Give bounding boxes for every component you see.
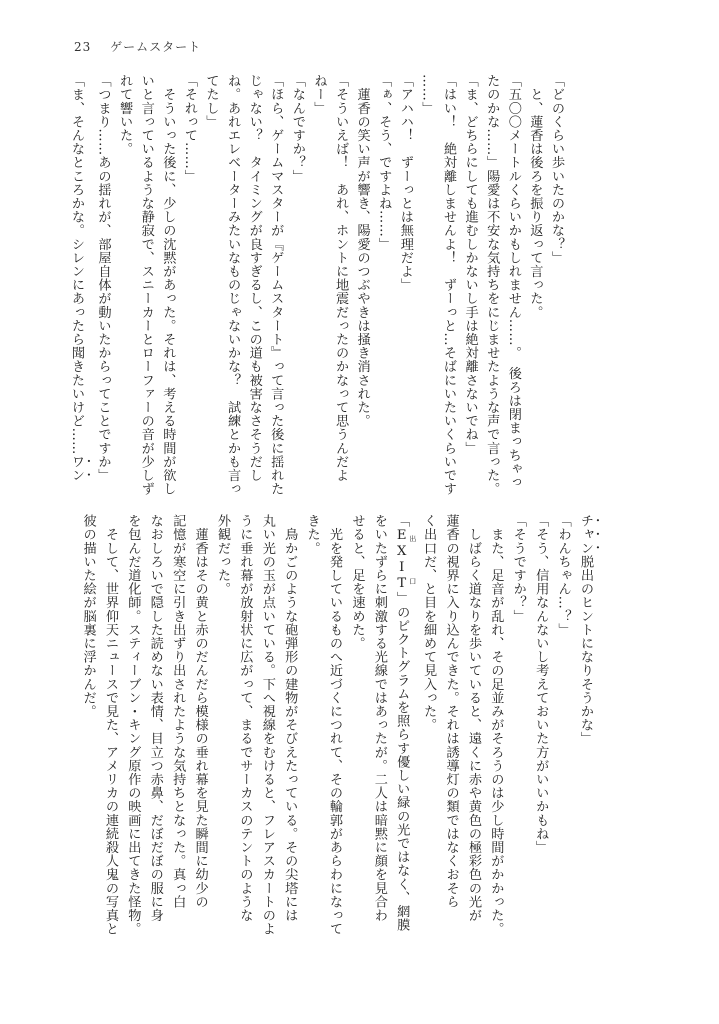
text-line: 蓮香の笑い声が響き、陽愛のつぶやきは掻き消された。	[354, 74, 370, 428]
text-line: せると、足を速めた。	[349, 514, 365, 650]
text-line: 「そうですか？」	[510, 514, 526, 623]
text-line	[574, 514, 601, 944]
text-line: また、足音が乱れ、その足並みがそろうのは少し時間がかかった。	[488, 514, 504, 936]
text-line: うに垂れ幕が放射状に広がって、まるでサーカスのテントのような	[237, 514, 253, 922]
text-line: を包んだ道化師。スティーブン・キング原作の映画に出てきた怪物。	[125, 514, 141, 936]
chapter-title: ゲームスタート	[110, 40, 202, 54]
text-segment: 「	[394, 514, 410, 528]
text-line: なおしろいで隠した読めない表情、目立つ赤鼻、だぼだぼの服に身	[147, 514, 163, 922]
text-line: 「わんちゃん…？」	[555, 514, 571, 637]
text-segment: 脱出のヒントになりそうかな」	[578, 554, 593, 746]
text-line: をいたずらに刺激する光線ではあったが。二人は暗黙に顔を見合わ	[371, 514, 387, 922]
text-line: きた。	[304, 514, 320, 555]
text-line: 光を発しているものへ近づくにつれて、その輪郭があらわになって	[327, 514, 343, 936]
text-line: 「アハハ！ ずーっとは無理だよ」	[397, 74, 413, 292]
text-line: 蓮香はその黄と赤のだんだら模様の垂れ幕を見た瞬間に幼少の	[192, 514, 208, 909]
text-line: そして、世界仰天ニュースで見た、アメリカの連続殺人鬼の写真と	[102, 514, 118, 936]
text-line: そういった後に、少しの沈黙があった。それは、考える時間が欲し	[160, 74, 176, 496]
text-line: ねー」	[311, 74, 327, 115]
text-line: 「どのくらい歩いたのかな？」	[549, 74, 564, 265]
text-segment: 「ま、そんなところかな。シレンにあったら聞きたいけど……	[68, 74, 84, 455]
text-line: てたし」	[203, 74, 219, 129]
text-line: れて響いた。	[117, 74, 133, 156]
text-line: ……」	[419, 74, 435, 115]
ruby-annotated-text	[394, 527, 417, 592]
text-line: しばらく道なりを歩いていると、遠くに赤や黄色の極彩色の光が	[465, 514, 481, 922]
page-number: 23	[74, 40, 92, 54]
text-line: 鳥かごのような砲弾形の建物がそびえたっている。その尖塔には	[282, 514, 298, 922]
text-line: 「つまり……あの揺れが、部屋自体が動いたからってことですか」	[95, 74, 111, 482]
text-line: 「ぁ、そう、ですよね……」	[376, 74, 392, 251]
text-line: 蓮香の視界に入り込んできた。それは誘導灯の類ではなくおそら	[443, 514, 459, 909]
text-line	[65, 74, 92, 494]
text-line: 「ほら、ゲームマスターが『ゲームスタート』って言った後に揺れた	[268, 74, 284, 496]
text-line: 「はい！ 絶対離しませんよ！ ずーっと…そばにいたいくらいです	[441, 74, 457, 496]
emphasized-text: チャン	[578, 514, 593, 555]
emphasized-text: ワン	[68, 454, 84, 482]
text-line: と、蓮香は後ろを振り返って言った。	[527, 74, 543, 319]
text-line: 「そういえば！ あれ、ホントに地震だったのかなって思うんだよ	[333, 74, 349, 482]
text-line: 「ま、どちらにしても進むしかないし手は絶対離さないでね」	[462, 74, 478, 455]
lower-text-block	[76, 514, 601, 944]
running-header	[74, 38, 201, 55]
upper-text-block	[65, 74, 567, 494]
ruby-base: EXIT	[394, 527, 410, 592]
text-line: たのかな……」陽愛は不安な気持ちをにじませたような声で言った。	[484, 74, 500, 496]
text-line: 「五〇〇メートルくらいかもしれません……。 後ろは閉まっちゃっ	[505, 74, 521, 489]
text-line: 「なんですか？」	[289, 74, 305, 183]
ruby-text: 出口	[408, 527, 417, 592]
text-line: 「それって……」	[181, 74, 197, 183]
text-line	[390, 514, 417, 944]
text-line: いと言っているような静寂で、スニーカーとローファーの音が少しず	[138, 74, 154, 496]
text-line: 「そう、信用なんないし考えておいた方がいいかもね」	[533, 514, 549, 854]
text-line: 彼の描いた絵が脳裏に浮かんだ。	[80, 514, 96, 718]
text-line: 記憶が寒空に引き出ずり出されたような気持ちとなった。真っ白	[170, 514, 186, 909]
text-line: 外観だった。	[215, 514, 230, 596]
text-segment: 」のピクトグラムを照らす優しい緑の光ではなく、網膜	[394, 591, 410, 932]
text-line: 丸い光の玉が点いている。下へ視線をむけると、フレアスカートのよ	[259, 514, 275, 936]
text-line: じゃない？ タイミングが良すぎるし、この道も被害なさそうだし	[246, 74, 262, 482]
text-line: ね。あれエレベーターみたいなものじゃないかな？ 試練とかも言っ	[225, 74, 241, 496]
text-line: く出口だ、と目を細めて見入った。	[421, 514, 437, 732]
